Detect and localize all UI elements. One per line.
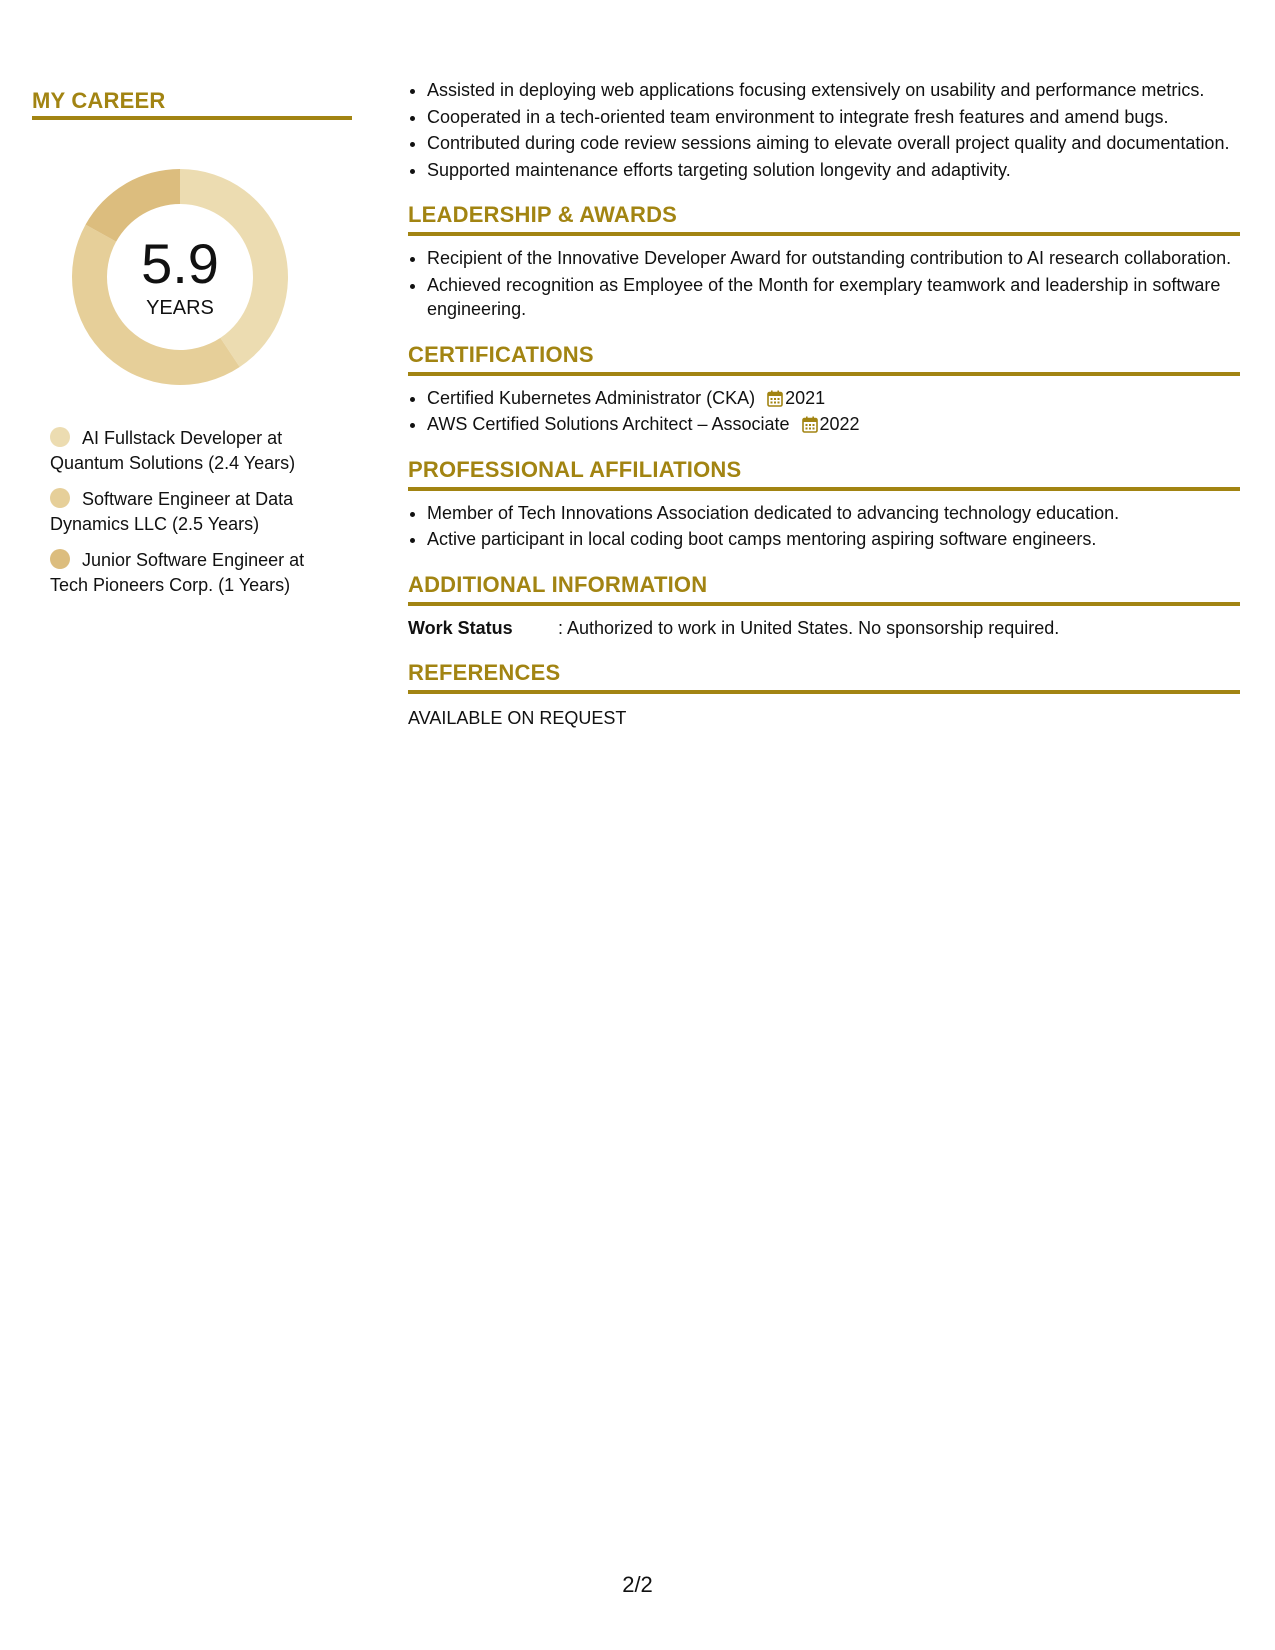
work-status-label: Work Status xyxy=(408,617,513,638)
work-status-value: : Authorized to work in United States. No sponsorship required. xyxy=(558,617,1060,638)
legend-item xyxy=(50,426,340,476)
certifications-title: CERTIFICATIONS xyxy=(408,342,1240,376)
legend-label: Software Engineer at Data Dynamics LLC (2.5 Years) xyxy=(50,489,294,534)
main-content xyxy=(408,78,1240,730)
references-text: AVAILABLE ON REQUEST xyxy=(408,707,627,728)
affiliations-list xyxy=(408,501,1240,552)
calendar-icon xyxy=(767,390,783,407)
page-number: 2/2 xyxy=(622,1572,653,1597)
certification-year: 2021 xyxy=(785,387,826,408)
leadership-section xyxy=(408,202,1240,322)
donut-center xyxy=(65,162,295,392)
legend-dot xyxy=(50,488,70,508)
list-item: • Achieved recognition as Employee of the Month for exemplary teamwork and leadership in software engineering. xyxy=(427,273,1240,322)
references-title: REFERENCES xyxy=(408,660,1240,694)
leadership-title: LEADERSHIP & AWARDS xyxy=(408,202,1240,236)
affiliations-section xyxy=(408,457,1240,552)
career-sidebar xyxy=(32,88,352,609)
affiliations-title: PROFESSIONAL AFFILIATIONS xyxy=(408,457,1240,491)
certification-name: AWS Certified Solutions Architect – Associate xyxy=(427,414,790,434)
certifications-list xyxy=(408,386,1240,437)
certification-name: Certified Kubernetes Administrator (CKA) xyxy=(427,387,756,408)
calendar-icon xyxy=(802,416,818,433)
career-legend xyxy=(50,426,340,598)
list-item: • Supported maintenance efforts targeting solution longevity and adaptivity. xyxy=(427,158,1240,183)
work-status-row xyxy=(408,616,1240,640)
list-item: • Cooperated in a tech-oriented team environment to integrate fresh features and amend bugs. xyxy=(427,105,1240,130)
legend-item xyxy=(50,548,340,598)
total-years-value: 5.9 xyxy=(141,232,219,295)
career-donut-chart xyxy=(65,162,295,392)
legend-label: AI Fullstack Developer at Quantum Solutions (2.4 Years) xyxy=(50,428,296,473)
additional-title: ADDITIONAL INFORMATION xyxy=(408,572,1240,606)
references-section xyxy=(408,660,1240,730)
certifications-section xyxy=(408,342,1240,437)
list-item: • Member of Tech Innovations Association dedicated to advancing technology education. xyxy=(427,501,1240,526)
list-item: • Recipient of the Innovative Developer Award for outstanding contribution to AI research collaboration. xyxy=(427,246,1240,271)
legend-dot xyxy=(50,549,70,569)
experience-bullets xyxy=(408,78,1240,182)
additional-section xyxy=(408,572,1240,640)
leadership-list xyxy=(408,246,1240,322)
legend-label: Junior Software Engineer at Tech Pioneers Corp. (1 Years) xyxy=(50,550,305,595)
total-years-unit: YEARS xyxy=(146,297,214,319)
list-item: • Contributed during code review sessions aiming to elevate overall project quality and documentation. xyxy=(427,131,1240,156)
career-title: MY CAREER xyxy=(32,88,352,120)
certification-year: 2022 xyxy=(819,414,860,434)
list-item xyxy=(427,386,1240,411)
legend-dot xyxy=(50,427,70,447)
legend-item xyxy=(50,487,340,537)
list-item: • Assisted in deploying web applications focusing extensively on usability and performance metrics. xyxy=(427,78,1240,103)
list-item: • Active participant in local coding boot camps mentoring aspiring software engineers. xyxy=(427,527,1240,552)
list-item xyxy=(427,412,1240,437)
